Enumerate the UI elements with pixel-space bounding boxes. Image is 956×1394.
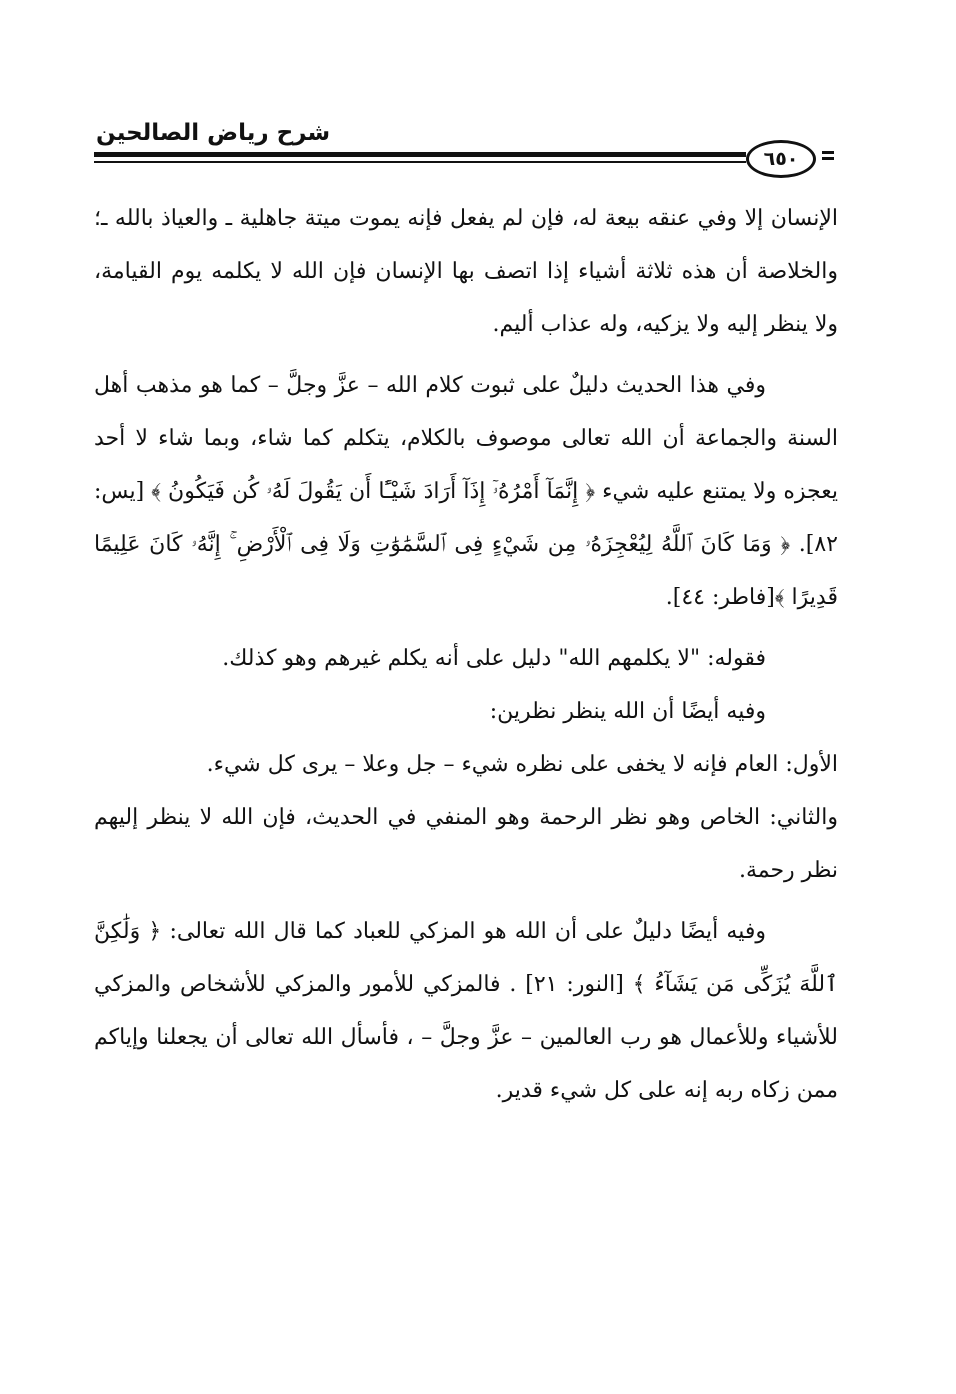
paragraph-first-look: الأول: العام فإنه لا يخفى على نظره شيء – جل وعلا – يرى كل شيء. (206, 752, 838, 777)
header-marker-icon (822, 151, 834, 163)
paragraph-two-looks: وفيه أيضًا أن الله ينظر نظرين: (489, 699, 766, 724)
paragraph-muzakki: وفيه أيضًا دليلٌ على أن الله هو المزكي للعباد كما قال الله تعالى: ﴿ وَلَٰكِنَّ ٱللَّهَ يُزَكِّى مَن يَشَآءُ ﴾ [النور: ٢١] . فالمزكي للأمور والمزكي للأشخاص والمزكي للأشياء وللأعمال هو رب العالمين – عزَّ وجلَّ – ، فأسأل الله تعالى أن يجعلنا وإياكم ممن زكاه ربه إنه على كل شيء قدير. (94, 919, 838, 1103)
header-rule-thick (94, 152, 746, 157)
paragraph-continuation: الإنسان إلا وفي عنقه بيعة له، فإن لم يفعل فإنه يموت ميتة جاهلية ـ والعياذ بالله ـ؛ والخلاصة أن هذه ثلاثة أشياء إذا اتصف بها الإنسان فإن الله لا يكلمه يوم القيامة، ولا ينظر إليه ولا يزكيه، وله عذاب أليم. (94, 206, 838, 337)
paragraph-kalam-evidence: وفي هذا الحديث دليلٌ على ثبوت كلام الله – عزَّ وجلَّ – كما هو مذهب أهل السنة والجماعة أن الله تعالى موصوف بالكلام، يتكلم كما شاء، وبما شاء لا أحد يعجزه ولا يمتنع عليه شيء ﴿ إِنَّمَآ أَمْرُهُۥٓ إِذَآ أَرَادَ شَيْـًٔا أَن يَقُولَ لَهُۥ كُن فَيَكُونُ ﴾ [يس: ٨٢]. ﴿ وَمَا كَانَ ٱللَّهُ لِيُعْجِزَهُۥ مِن شَيْءٍ فِى ٱلسَّمَٰوَٰتِ وَلَا فِى ٱلْأَرْضِ ۚ إِنَّهُۥ كَانَ عَلِيمًا قَدِيرًا ﴾[فاطر: ٤٤]. (94, 373, 838, 610)
paragraph-la-yukallimuhum: فقوله: "لا يكلمهم الله" دليل على أنه يكلم غيرهم وهو كذلك. (222, 646, 766, 671)
header-rule-thin (94, 161, 746, 163)
running-header-title: شرح رياض الصالحين (96, 120, 331, 146)
paragraph-second-look: والثاني: الخاص وهو نظر الرحمة وهو المنفي في الحديث، فإن الله لا ينظر إليهم نظر رحمة. (94, 805, 838, 883)
page-body (94, 192, 838, 1117)
page-number: ٦٥٠ (746, 140, 816, 178)
